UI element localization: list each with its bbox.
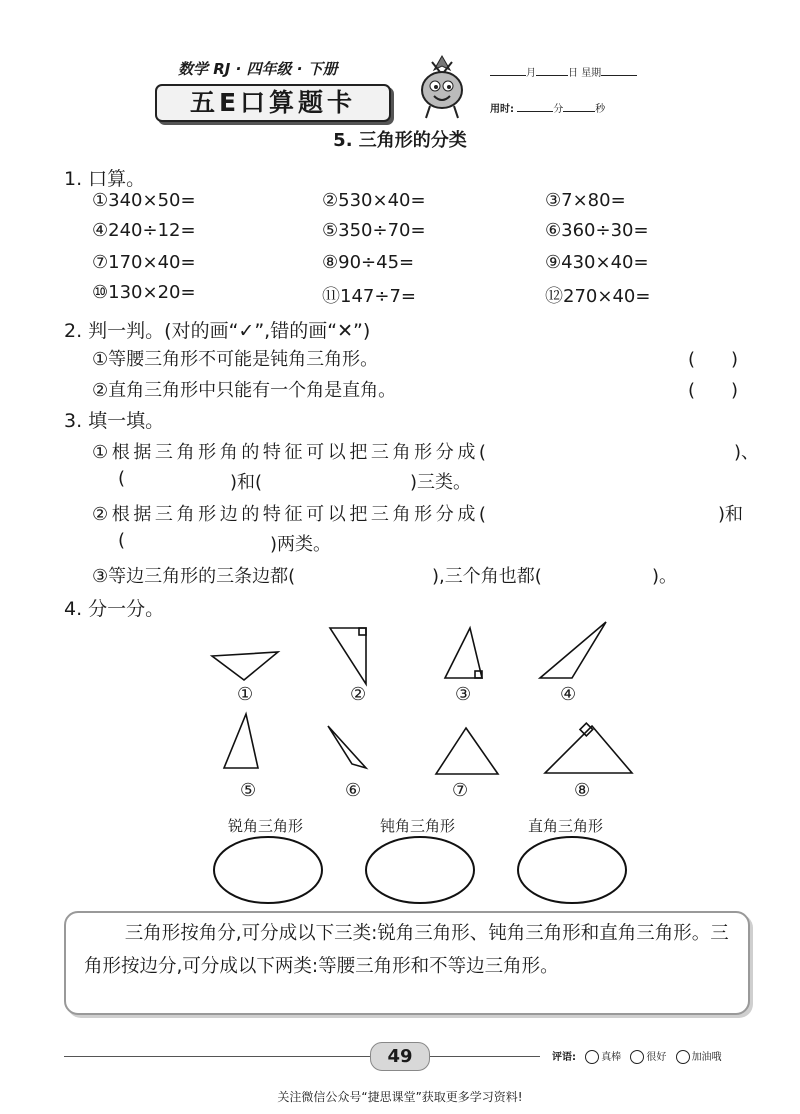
q2-heading: 2. 判一判。(对的画“✓”,错的画“✕”) (64, 320, 371, 342)
q1-item: ④240÷12= (92, 220, 196, 241)
q1-item: ⑪147÷7= (322, 286, 416, 307)
q3-line: )三类。 (410, 472, 472, 493)
figure-label: ① (237, 684, 254, 705)
q1-item: ⑤350÷70= (322, 220, 426, 241)
lesson-title: 5. 三角形的分类 (333, 130, 467, 151)
q3-blank[interactable]: )和( (230, 472, 263, 493)
figure-label: ⑤ (240, 780, 257, 801)
day-blank[interactable] (536, 64, 568, 76)
q4-heading: 4. 分一分。 (64, 598, 165, 620)
q1-item: ⑥360÷30= (545, 220, 649, 241)
q3-blank[interactable]: ( (118, 468, 126, 489)
q1-item: ⑫270×40= (545, 286, 651, 307)
triangle-1 (212, 652, 278, 680)
acute-oval (214, 837, 322, 903)
q3-blank[interactable]: ( (118, 530, 126, 551)
q1-heading: 1. 口算。 (64, 168, 146, 190)
q1-item: ⑨430×40= (545, 252, 649, 273)
summary-box (64, 911, 750, 1015)
triangle-6 (328, 726, 366, 768)
figure-label: ⑦ (452, 780, 469, 801)
category-ovals (210, 830, 630, 910)
obtuse-oval (366, 837, 474, 903)
footer-rule-right (428, 1056, 540, 1057)
time-line: 用时: 分 秒 (490, 100, 605, 115)
second-blank[interactable] (563, 100, 595, 112)
q1-item: ③7×80= (545, 190, 626, 211)
q1-item: ⑧90÷45= (322, 252, 415, 273)
great-face-icon[interactable] (585, 1050, 599, 1064)
figure-label: ③ (455, 684, 472, 705)
minute-blank[interactable] (517, 100, 553, 112)
figure-label: ⑧ (574, 780, 591, 801)
date-line: 月 日 星期 (490, 64, 637, 79)
q3-line: )两类。 (270, 534, 332, 555)
q1-item: ⑦170×40= (92, 252, 196, 273)
rating-bar: 评语: 真棒 很好 加油哦 (552, 1052, 722, 1063)
right-oval (518, 837, 626, 903)
page-number: 49 (370, 1042, 430, 1071)
category-label-acute: 锐角三角形 (228, 817, 304, 835)
figure-label: ④ (560, 684, 577, 705)
triangle-7 (436, 728, 498, 774)
q3-heading: 3. 填一填。 (64, 410, 165, 432)
q1-item: ⑩130×20= (92, 282, 196, 303)
summary-text: 三角形按角分,可分成以下三类:锐角三角形、钝角三角形和直角三角形。三角形按边分,可分成以下两类:等腰三角形和不等边三角形。 (84, 923, 729, 977)
triangle-2 (330, 628, 366, 684)
footer-rule-left (64, 1056, 370, 1057)
figure-label: ② (350, 684, 367, 705)
q3-line: ②根据三角形边的特征可以把三角形分成( (92, 504, 490, 525)
figure-label: ⑥ (345, 780, 362, 801)
triangle-5 (224, 714, 258, 768)
answer-parentheses[interactable]: ( ) (688, 380, 739, 401)
q3-line: )、 (734, 442, 760, 463)
q2-statement: ②直角三角形中只能有一个角是直角。 (92, 380, 397, 401)
cheer-up-face-icon[interactable] (676, 1050, 690, 1064)
q3-line: )。 (652, 566, 678, 587)
q3-line: ),三个角也都( (432, 566, 542, 587)
good-face-icon[interactable] (630, 1050, 644, 1064)
category-label-obtuse: 钝角三角形 (380, 817, 456, 835)
radish-mascot-icon (410, 52, 474, 122)
series-label: 数学 RJ · 四年级 · 下册 (178, 60, 338, 78)
category-label-right: 直角三角形 (528, 817, 604, 835)
footer-note: 关注微信公众号“捷思课堂”获取更多学习资料! (277, 1090, 523, 1104)
q3-line: ①根据三角形角的特征可以把三角形分成( (92, 442, 490, 463)
q1-item: ①340×50= (92, 190, 196, 211)
month-blank[interactable] (490, 64, 526, 76)
q1-item: ②530×40= (322, 190, 426, 211)
answer-parentheses[interactable]: ( ) (688, 349, 739, 370)
card-banner: 五E口算题卡 (155, 84, 391, 122)
q3-line: ③等边三角形的三条边都( (92, 566, 296, 587)
q3-line: )和 (718, 504, 744, 525)
q2-statement: ①等腰三角形不可能是钝角三角形。 (92, 349, 379, 370)
triangle-4 (540, 622, 606, 678)
weekday-blank[interactable] (601, 64, 637, 76)
